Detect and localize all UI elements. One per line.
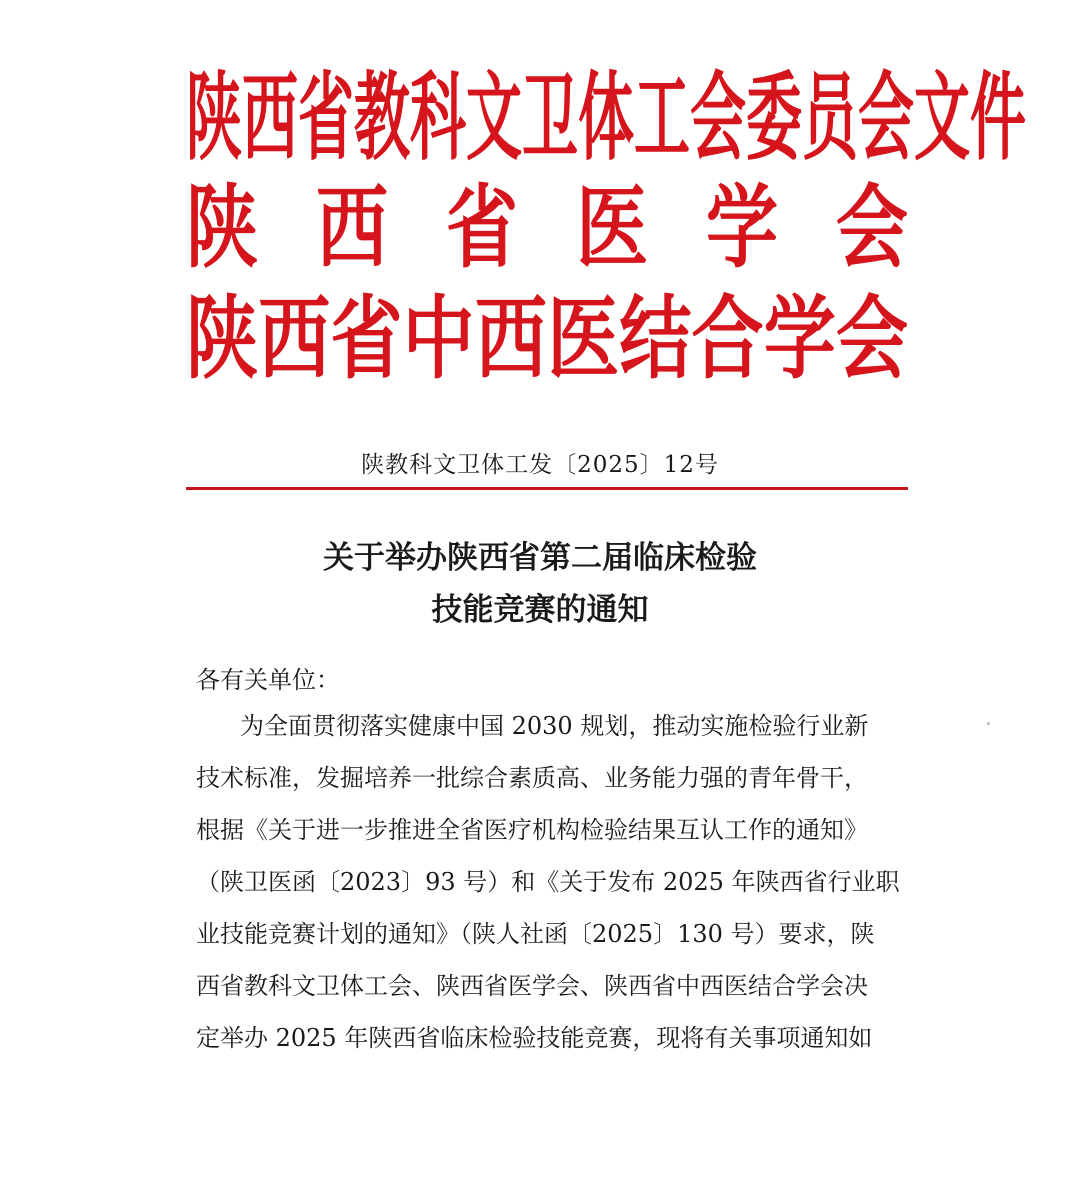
title-line-1: 关于举办陕西省第二届临床检验 xyxy=(323,540,757,576)
body-line: 为全面贯彻落实健康中国 2030 规划，推动实施检验行业新 xyxy=(240,712,869,740)
header-char: 省 xyxy=(330,285,403,391)
body-paragraph xyxy=(196,700,910,1064)
body-line: 技术标准，发掘培养一批综合素质高、业务能力强的青年骨干， xyxy=(196,764,868,792)
header-char: 学 xyxy=(705,174,778,280)
header-char: 西 xyxy=(474,285,547,391)
body-line: 定举办 2025 年陕西省临床检验技能竞赛，现将有关事项通知如 xyxy=(196,1024,873,1052)
header-char: 会 xyxy=(835,174,908,280)
header-char: 教 xyxy=(354,63,410,175)
issuer-line-medical-association xyxy=(186,174,908,280)
header-char: 会 xyxy=(690,63,746,175)
salutation: 各有关单位： xyxy=(196,666,340,694)
body-line: 业技能竞赛计划的通知》（陕人社函〔2025〕130 号）要求，陕 xyxy=(196,920,875,948)
header-char: 科 xyxy=(410,63,466,175)
body-line: 西省教科文卫体工会、陕西省医学会、陕西省中西医结合学会决 xyxy=(196,972,868,1000)
header-char: 中 xyxy=(402,285,475,391)
header-char: 学 xyxy=(763,285,836,391)
header-char: 西 xyxy=(315,174,388,280)
header-char: 件 xyxy=(970,63,1026,175)
body-line: （陕卫医函〔2023〕93 号）和《关于发布 2025 年陕西省行业职 xyxy=(196,868,900,896)
header-char: 合 xyxy=(691,285,764,391)
header-char: 委 xyxy=(746,63,802,175)
header-char: 省 xyxy=(445,174,518,280)
issuer-line-integrative-medicine-association xyxy=(186,285,908,391)
header-char: 工 xyxy=(634,63,690,175)
header-char: 西 xyxy=(258,285,331,391)
header-char: 西 xyxy=(242,63,298,175)
scan-speck xyxy=(987,722,990,725)
header-char: 医 xyxy=(547,285,620,391)
document-title xyxy=(0,532,1080,636)
header-char: 会 xyxy=(835,285,908,391)
header-char: 陕 xyxy=(186,63,242,175)
header-char: 卫 xyxy=(522,63,578,175)
header-char: 体 xyxy=(578,63,634,175)
header-char: 员 xyxy=(802,63,858,175)
header-char: 省 xyxy=(298,63,354,175)
document-number: 陕教科文卫体工发〔2025〕12号 xyxy=(361,452,719,478)
header-char: 文 xyxy=(466,63,522,175)
header-char: 陕 xyxy=(186,174,259,280)
header-char: 医 xyxy=(575,174,648,280)
header-char: 陕 xyxy=(186,285,259,391)
header-char: 会 xyxy=(858,63,914,175)
red-divider-line xyxy=(186,487,908,490)
header-char: 文 xyxy=(914,63,970,175)
body-line: 根据《关于进一步推进全省医疗机构检验结果互认工作的通知》 xyxy=(196,816,868,844)
header-char: 结 xyxy=(619,285,692,391)
issuer-line-union xyxy=(186,63,1026,175)
title-line-2: 技能竞赛的通知 xyxy=(431,592,649,628)
